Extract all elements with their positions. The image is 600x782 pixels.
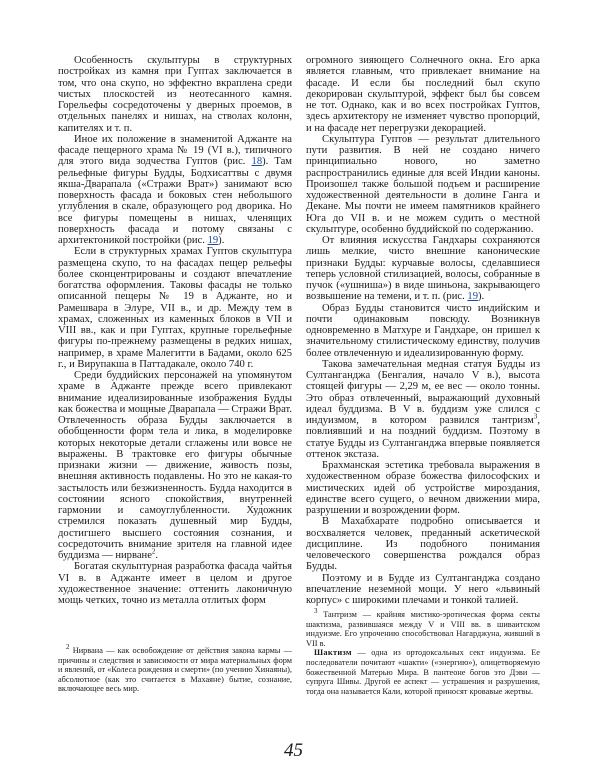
text: ). Там рельефные фигуры Будды, Бодхисаттвы с двумя якша-Дварапала («Стражи Врат») занимают всю поверхность фасада и боковых стен небольшого углубления в скале, образующего род дворика. Но все фигуры помещены в нишах, членящих поверхность фасада и потому связаны с архитектоникой постройки (рис.	[58, 156, 292, 246]
text: От влияния искусства Гандхары сохраняются лишь мелкие, чисто внешние канонические признаки Будды: курчавые волосы, сделавшиеся теперь условной стилизацией, волосы, собранные в пучок («ушниша») в виде шиньона, закрывающего возвышение на темени, и т. п. (рис.	[306, 235, 540, 303]
paragraph: В Махабхарате подробно описывается и восхваляется человек, преданный аскетической дисциплине. Из подобного понимания человеческого совершенства рождался образ Будды.	[306, 516, 540, 573]
text: — одна из ортодоксальных сект индуизма. Ее последователи почитают «шакти» («энергию»), олицетворяемую божественной Матерью Мира. В пантеоне богов это Дэви — супруга Шивы. Другой ее аспект — устрашения и разрушения, тогда она называется Кали, которой приносят кровавые жертвы.	[306, 648, 540, 696]
footnote-text	[306, 607, 540, 648]
text: Тантризм — крайняя мистико-эротическая форма секты шактизма, развившаяся между V и VIII вв. в шиваитском индуизме. Его упрочению способствовал Нагарджуна, живший в VII в.	[306, 610, 540, 648]
paragraph: Богатая скульптурная разработка фасада чайтья VI в. в Аджанте имеет в целом и другое художественное значение: оттенить лаконичную мощь четких, точно из металла отлитых форм	[58, 561, 292, 606]
text: ).	[218, 235, 225, 246]
footnote-number: 2	[66, 643, 70, 652]
text: .	[155, 550, 159, 561]
text: Нирвана — как освобождение от действия закона кармы — причины и следствия и зависимости от мира материальных форм и явлений, от «Колеса рождения и смерти» (по учению Хинаяны), абсолютное (как это считается в Махаяне) бытие, сознание, включающее весь мир.	[58, 646, 292, 694]
paragraph	[306, 359, 540, 460]
text: , повлиявший и на поздний буддизм. Поэтому в статуе Будды из Султанганджа впервые появляется оттенок экстаза.	[306, 415, 540, 460]
term: Шактизм	[314, 648, 352, 658]
paragraph: Брахманская эстетика требовала выражения в художественном образе божества философских и мистических идей об устройстве мироздания, единстве всего сущего, о вечном движении мира, разрушении и возрождении форм.	[306, 460, 540, 516]
page-number: 45	[284, 740, 303, 761]
paragraph: Скульптура Гуптов — результат длительного пути развития. В ней не создано ничего принципиально нового, но заметно распространились единые для всей Индии каноны. Произошел также большой подъем и расширение художественной деятельности в долине Ганга и Декане. Мы почти не имеем памятников крайнего Юга до VII в. и не можем судить о местной скульптуре, особенно буддийской по содержанию.	[306, 133, 540, 235]
paragraph: Особенность скульптуры в структурных постройках из камня при Гуптах заключается в том, что она скупо, но эффектно вкраплена среди чистых плоскостей из неотесанного камня. Горельефы сосредоточены у дверных проемов, в отдельных панелях и нишах, на стволах колонн, капителях и т. п.	[58, 55, 292, 134]
figure-link-19[interactable]: 19	[207, 235, 219, 246]
footnote-text	[306, 648, 540, 696]
footnote-marker: 3	[533, 412, 538, 421]
text: Такова замечательная медная статуя Будды из Султанганджа (Бенгалия, начало V в.), высота стоящей фигуры — 2,29 м, ее вес — около тонны. Это образ отвлеченный, выражающий духовный идеал буддизма. В V в. буддизм уже слился с индуизмом, в котором развился тантризм	[306, 358, 540, 426]
text: Среди буддийских персонажей на упомянутом храме в Аджанте прежде всего привлекают внимание идеализированные изображения Будды как божества и мощные Дварапала — Стражи Врат. Отвлеченность образа Будды заключается в обобщенности форм тела и лика, в моделировке которых некоторые детали сглажены или вовсе не выражены. В трактовке его фигуры обычные признаки жизни — движение, живость позы, внешняя активность подавлены. Но это не какая-то застылость или безжизненность. Будда находится в состоянии ясного спокойствия, внутренней гармонии и самоуглубленности. Художник стремился показать душевный мир Будды, достигшего высшего состояния сознания, и сосредоточить внимание зрителя на главной идее буддизма — нирване	[58, 370, 292, 561]
paragraph	[58, 134, 292, 247]
footnote-marker: 2	[151, 547, 156, 556]
left-column	[58, 55, 292, 606]
text: ).	[477, 291, 485, 303]
paragraph: Если в структурных храмах Гуптов скульптура размещена скупо, то на фасадах пещер рельефы более сконцентрированы и создают впечатление богатства оформления. Таковы фасады не только описанной пещеры № 19 в Аджанте, но и Рамешвара в Элуре, VII в., и др. Между тем в храмах, сложенных из каменных блоков в VII и VIII вв., как и при Гуптах, крупные горельефные фигуры по-прежнему размещены в редких нишах, например, в храме Малегитти в Бадами, около 625 г., и Вирупакша в Паттадакале, около 740 г.	[58, 246, 292, 370]
paragraph: Поэтому и в Будде из Султанганджа создано впечатление неземной мощи. У него «львиный корпус» с широкими плечами и тонкой талией.	[306, 572, 540, 606]
paragraph: Образ Будды становится чисто индийским и почти одинаковым повсюду. Возникнув одновременно в Матхуре и Гандхаре, он пришел к значительному стилистическому единству, получив более отвлеченную и идеализированную форму.	[306, 302, 540, 359]
footnote-2	[58, 643, 292, 694]
paragraph	[306, 235, 540, 303]
footnote-3	[306, 607, 540, 696]
text: Иное их положение в знаменитой Аджанте на фасаде пещерного храма № 19 (VI в.), типичного для этого вида зодчества Гуптов (рис.	[58, 133, 292, 168]
footnote-number: 3	[314, 607, 318, 616]
footnote-text	[58, 643, 292, 694]
right-column	[306, 55, 540, 606]
figure-link-19[interactable]: 19	[467, 291, 478, 303]
figure-link-18[interactable]: 18	[251, 156, 263, 168]
paragraph	[58, 370, 292, 561]
paragraph: огромного зияющего Солнечного окна. Его арка является главным, что привлекает внимание на фасаде. И если бы последний был скупо декорирован скульптурой, эффект был бы совсем не тот. Однако, как и во всех постройках Гуптов, здесь архитектору не изменяет чувство пропорций, и на фасаде нет перегрузки декорацией.	[306, 55, 540, 134]
